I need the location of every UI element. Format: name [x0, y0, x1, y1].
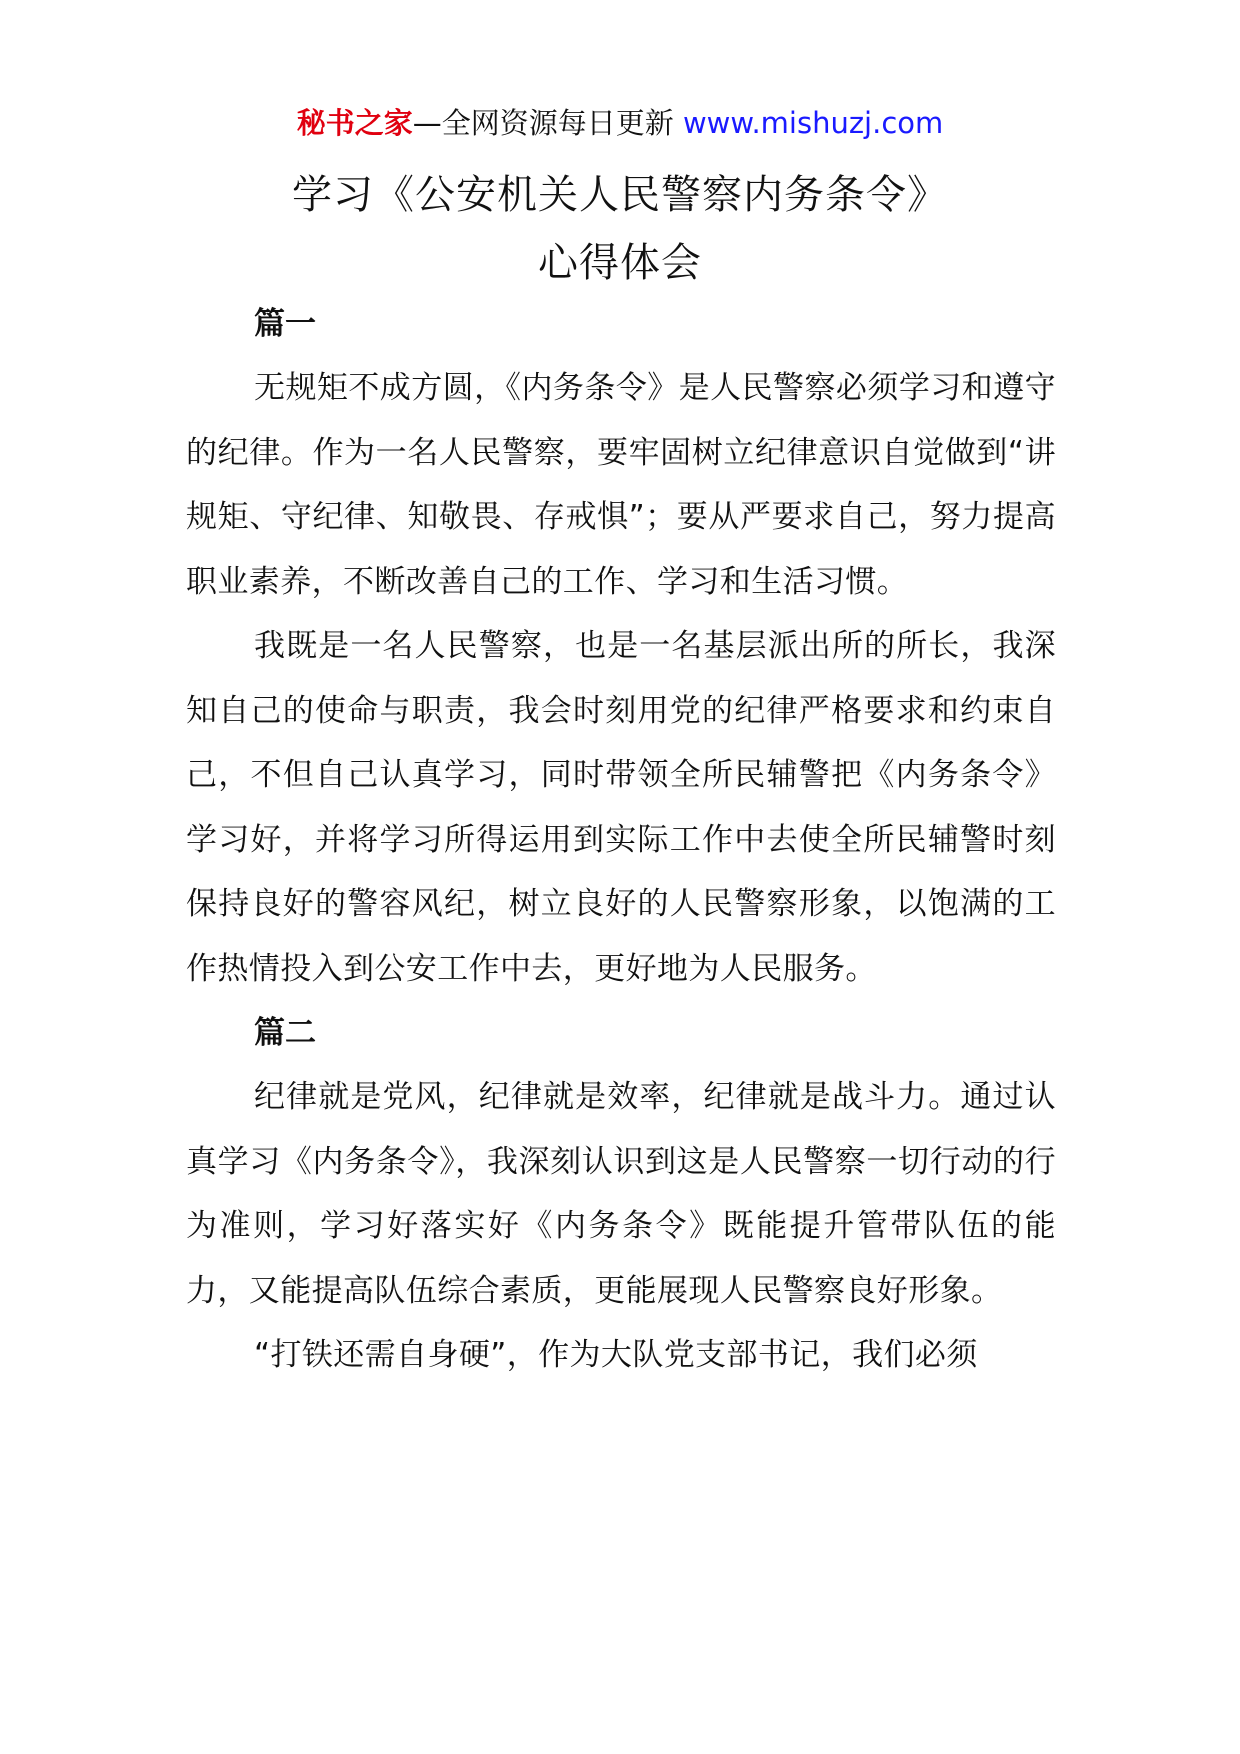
- banner-url-link[interactable]: www.mishuzj.com: [682, 106, 944, 140]
- paragraph: “打铁还需自身硬”，作为大队党支部书记，我们必须: [254, 1337, 978, 1373]
- paragraph: 我既是一名人民警察，也是一名基层派出所的所长，我深知自己的使命与职责，我会时刻用党的纪律严格要求和约束自己，不但自己认真学习，同时带领全所民辅警把《内务条令》学习好，并将学习所得运用到实际工作中去使全所民辅警时刻保持良好的警容风纪，树立良好的人民警察形象，以饱满的工作热情投入到公安工作中去，更好地为人民服务。: [186, 628, 1056, 987]
- document-title-line-1: 学习《公安机关人民警察内务条令》: [292, 172, 948, 218]
- header-banner: [0, 100, 1240, 146]
- document-body: [186, 292, 1056, 1388]
- document-title-line-2: 心得体会: [538, 240, 702, 286]
- section-heading-1: 篇一: [254, 306, 316, 342]
- banner-tagline: —全网资源每日更新: [412, 106, 674, 140]
- paragraph: 无规矩不成方圆，《内务条令》是人民警察必须学习和遵守的纪律。作为一名人民警察，要牢固树立纪律意识自觉做到“讲规矩、守纪律、知敬畏、存戒惧”；要从严要求自己，努力提高职业素养，不断改善自己的工作、学习和生活习惯。: [186, 370, 1056, 600]
- brand-name: 秘书之家: [296, 106, 413, 140]
- paragraph: 纪律就是党风，纪律就是效率，纪律就是战斗力。通过认真学习《内务条令》，我深刻认识到这是人民警察一切行动的行为准则，学习好落实好《内务条令》既能提升管带队伍的能力，又能提高队伍综合素质，更能展现人民警察良好形象。: [186, 1079, 1056, 1309]
- section-heading-2: 篇二: [254, 1015, 316, 1051]
